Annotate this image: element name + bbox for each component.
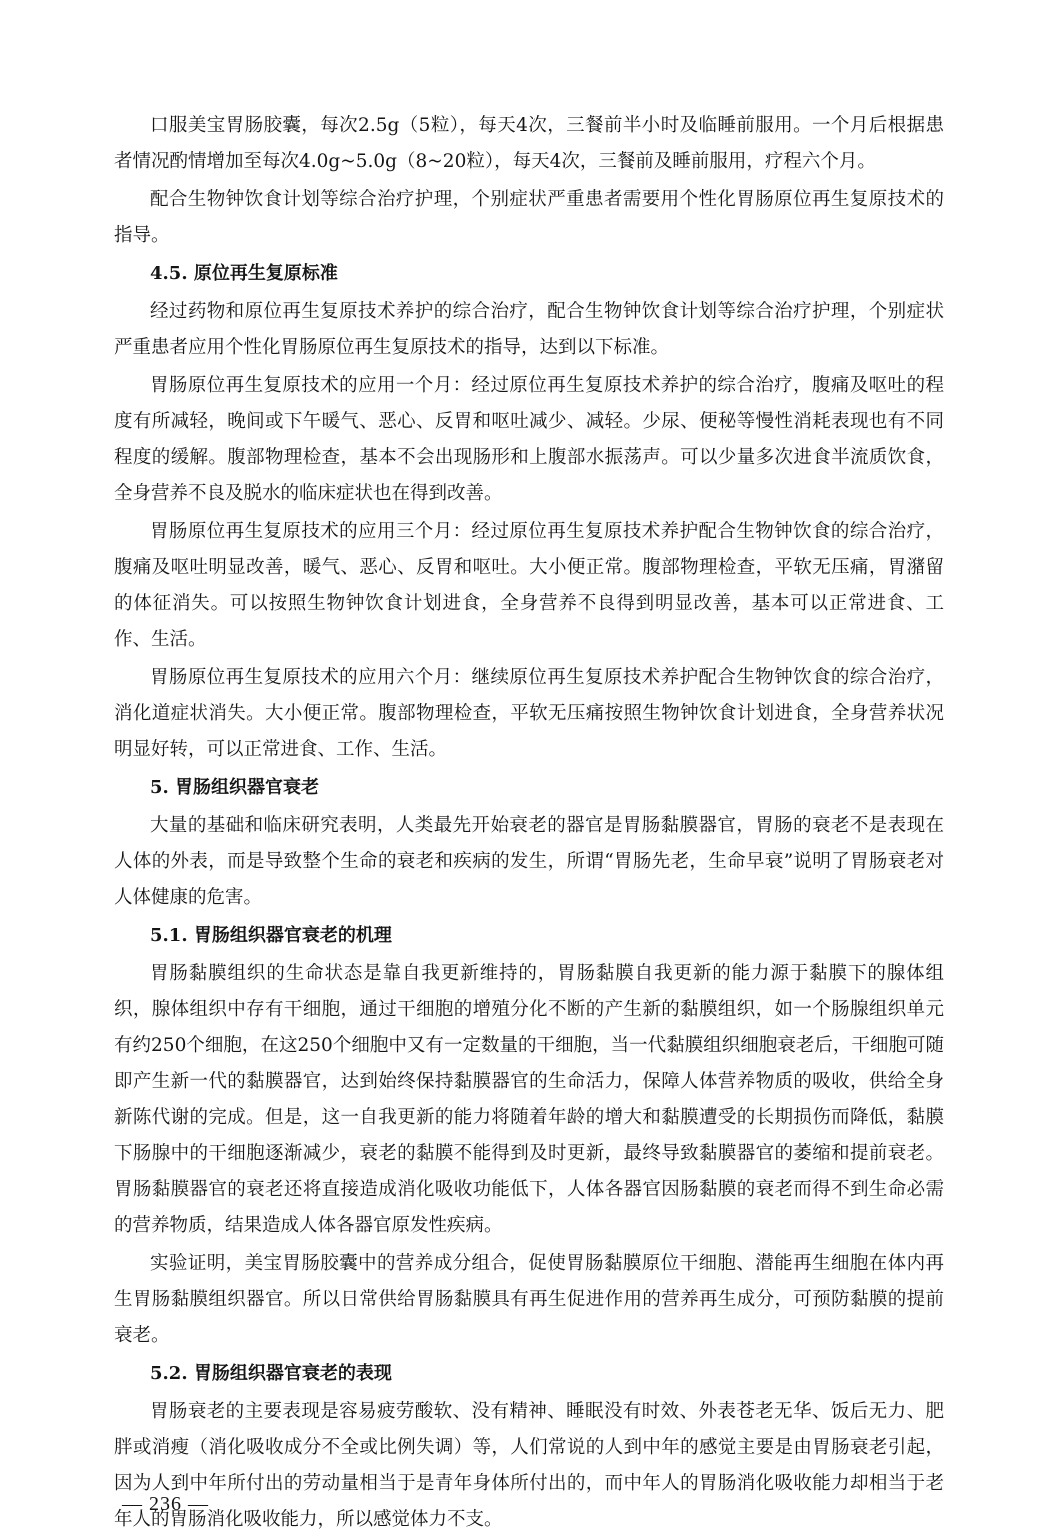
paragraph-standard-intro: 经过药物和原位再生复原技术养护的综合治疗，配合生物钟饮食计划等综合治疗护理，个别症状严重患者应用个性化胃肠原位再生复原技术的指导，达到以下标准。: [114, 301, 944, 358]
page-body: [114, 108, 944, 1540]
paragraph-experiment: 实验证明，美宝胃肠胶囊中的营养成分组合，促使胃肠黏膜原位干细胞、潜能再生细胞在体内再生胃肠黏膜组织器官。所以日常供给胃肠黏膜具有再生促进作用的营养再生成分，可预防黏膜的提前衰老。: [114, 1253, 944, 1346]
paragraph-aging-symptoms: 胃肠衰老的主要表现是容易疲劳酸软、没有精神、睡眠没有时效、外表苍老无华、饭后无力、肥胖或消瘦（消化吸收成分不全或比例失调）等，人们常说的人到中年的感觉主要是由胃肠衰老引起，因为人到中年所付出的劳动量相当于是青年身体所付出的，而中年人的胃肠消化吸收能力却相当于老年人的胃肠消化吸收能力，所以感觉体力不支。: [114, 1401, 944, 1530]
paragraph-one-month: 胃肠原位再生复原技术的应用一个月：经过原位再生复原技术养护的综合治疗，腹痛及呕吐的程度有所减轻，晚间或下午暖气、恶心、反胃和呕吐减少、减轻。少尿、便秘等慢性消耗表现也有不同程度的缓解。腹部物理检查，基本不会出现肠形和上腹部水振荡声。可以少量多次进食半流质饮食，全身营养不良及脱水的临床症状也在得到改善。: [114, 375, 944, 504]
paragraph-combined-care: 配合生物钟饮食计划等综合治疗护理，个别症状严重患者需要用个性化胃肠原位再生复原技术的指导。: [114, 189, 944, 246]
section-heading-5-1: 5.1. 胃肠组织器官衰老的机理: [150, 925, 392, 946]
paragraph-three-months: 胃肠原位再生复原技术的应用三个月：经过原位再生复原技术养护配合生物钟饮食的综合治疗，腹痛及呕吐明显改善，暖气、恶心、反胃和呕吐。大小便正常。腹部物理检查，平软无压痛，胃潴留的体征消失。可以按照生物钟饮食计划进食，全身营养不良得到明显改善，基本可以正常进食、工作、生活。: [114, 521, 944, 650]
section-heading-5: 5. 胃肠组织器官衰老: [150, 777, 320, 798]
page-number: — 236 —: [122, 1493, 209, 1515]
paragraph-six-months: 胃肠原位再生复原技术的应用六个月：继续原位再生复原技术养护配合生物钟饮食的综合治疗，消化道症状消失。大小便正常。腹部物理检查，平软无压痛按照生物钟饮食计划进食，全身营养状况明显好转，可以正常进食、工作、生活。: [114, 667, 944, 760]
paragraph-aging-intro: 大量的基础和临床研究表明，人类最先开始衰老的器官是胃肠黏膜器官，胃肠的衰老不是表现在人体的外表，而是导致整个生命的衰老和疾病的发生，所谓“胃肠先老，生命早衰”说明了胃肠衰老对人体健康的危害。: [114, 815, 944, 908]
paragraph-dosage: 口服美宝胃肠胶囊，每次2.5g（5粒），每天4次，三餐前半小时及临睡前服用。一个月后根据患者情况酌情增加至每次4.0g~5.0g（8~20粒），每天4次，三餐前及睡前服用，疗程六个月。: [114, 115, 944, 172]
section-heading-4-5: 4.5. 原位再生复原标准: [150, 263, 338, 284]
paragraph-aging-mechanism: 胃肠黏膜组织的生命状态是靠自我更新维持的，胃肠黏膜自我更新的能力源于黏膜下的腺体组织，腺体组织中存有干细胞，通过干细胞的增殖分化不断的产生新的黏膜组织，如一个肠腺组织单元有约250个细胞，在这250个细胞中又有一定数量的干细胞，当一代黏膜组织细胞衰老后，干细胞可随即产生新一代的黏膜器官，达到始终保持黏膜器官的生命活力，保障人体营养物质的吸收，供给全身新陈代谢的完成。但是，这一自我更新的能力将随着年龄的增大和黏膜遭受的长期损伤而降低，黏膜下肠腺中的干细胞逐渐减少，衰老的黏膜不能得到及时更新，最终导致黏膜器官的萎缩和提前衰老。胃肠黏膜器官的衰老还将直接造成消化吸收功能低下，人体各器官因肠黏膜的衰老而得不到生命必需的营养物质，结果造成人体各器官原发性疾病。: [114, 963, 944, 1236]
section-heading-5-2: 5.2. 胃肠组织器官衰老的表现: [150, 1363, 392, 1384]
